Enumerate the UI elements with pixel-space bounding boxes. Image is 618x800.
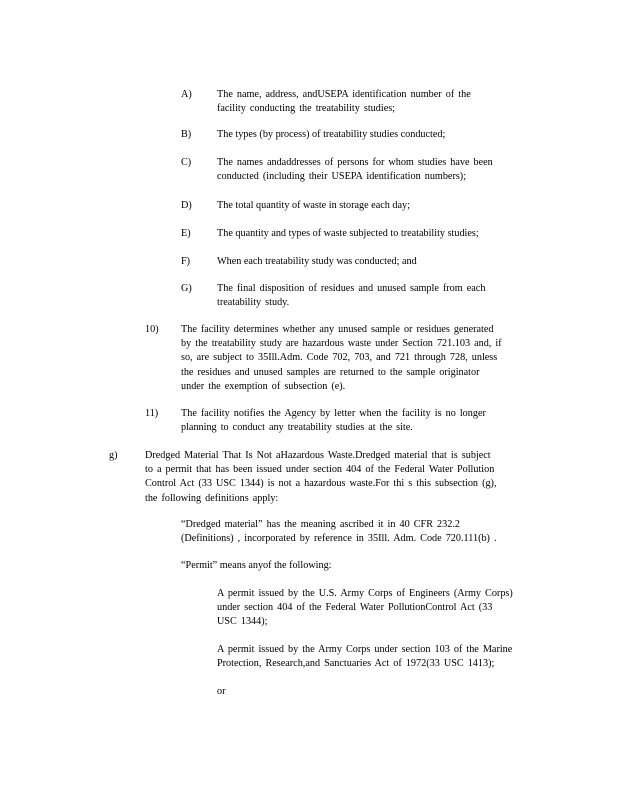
item-10 [181,323,531,394]
item-g [217,282,517,310]
item-c-text: The names andaddresses of persons for whom studies have been conducted (including their USEPA identification numbers); [217,157,493,183]
item-b-text: The types (by process) of treatability studies conducted; [217,129,446,140]
permit-item-2-text: A permit issued by the Army Corps under section 103 of the Marine Protection, Research,and Sanctuaries Act of 1972(33 USC 1413); [217,644,513,670]
permit-item-1-text: A permit issued by the U.S. Army Corps of Engineers (Army Corps) under section 404 of the Federal Water PollutionControl Act (33 USC 1344); [217,588,513,628]
item-a-text: The name, address, andUSEPA identification number of the facility conducting the treatability studies; [217,89,471,115]
section-g [145,449,531,506]
item-d-text: The total quantity of waste in storage each day; [217,200,410,211]
item-f [217,255,517,269]
item-10-label: 10) [145,324,159,335]
item-10-text: The facility determines whether any unused sample or residues generated by the treatability study are hazardous waste under Section 721.103 and, if so, are subject to 35Ill.Adm. Code 702, 703, and 721 through 728, unless the residues and unused samples are returned to the sample originator under the exemption of subsection (e). [181,324,502,392]
permit-item-2 [217,643,543,671]
item-c [217,156,527,184]
item-g-label: G) [181,283,192,294]
section-g-text: Dredged Material That Is Not aHazardous Waste.Dredged material that is subject to a permit that has been issued under section 404 of the Federal Water Pollution Control Act (33 USC 1344) is not a hazardous waste.For thi s this subsection (g), the following definitions apply: [145,450,497,504]
section-g-label: g) [109,450,118,461]
item-a-label: A) [181,89,192,100]
item-g-text: The final disposition of residues and unused sample from each treatability study. [217,283,486,309]
item-b-label: B) [181,129,192,140]
item-e-text: The quantity and types of waste subjected to treatability studies; [217,228,479,239]
item-f-text: When each treatability study was conducted; and [217,256,417,267]
permit-item-or-text: or [217,686,226,697]
item-d [217,199,517,213]
item-b [217,128,517,142]
permit-item-or [217,685,277,699]
definition-permit [181,559,481,573]
definition-permit-text: “Permit” means anyof the following: [181,560,332,571]
definition-dredged-material-text: “Dredged material” has the meaning ascribed it in 40 CFR 232.2 (Definitions) , incorporated by reference in 35Ill. Adm. Code 720.111(b) . [181,519,497,545]
item-a [217,88,507,116]
item-11-text: The facility notifies the Agency by letter when the facility is no longer planning to conduct any treatability studies at the site. [181,408,486,434]
item-e-label: E) [181,228,191,239]
item-f-label: F) [181,256,191,267]
item-11 [181,407,521,435]
item-c-label: C) [181,157,192,168]
item-e [217,227,537,241]
permit-item-1 [217,587,543,630]
definition-dredged-material [181,518,531,546]
item-11-label: 11) [145,408,159,419]
item-d-label: D) [181,200,192,211]
